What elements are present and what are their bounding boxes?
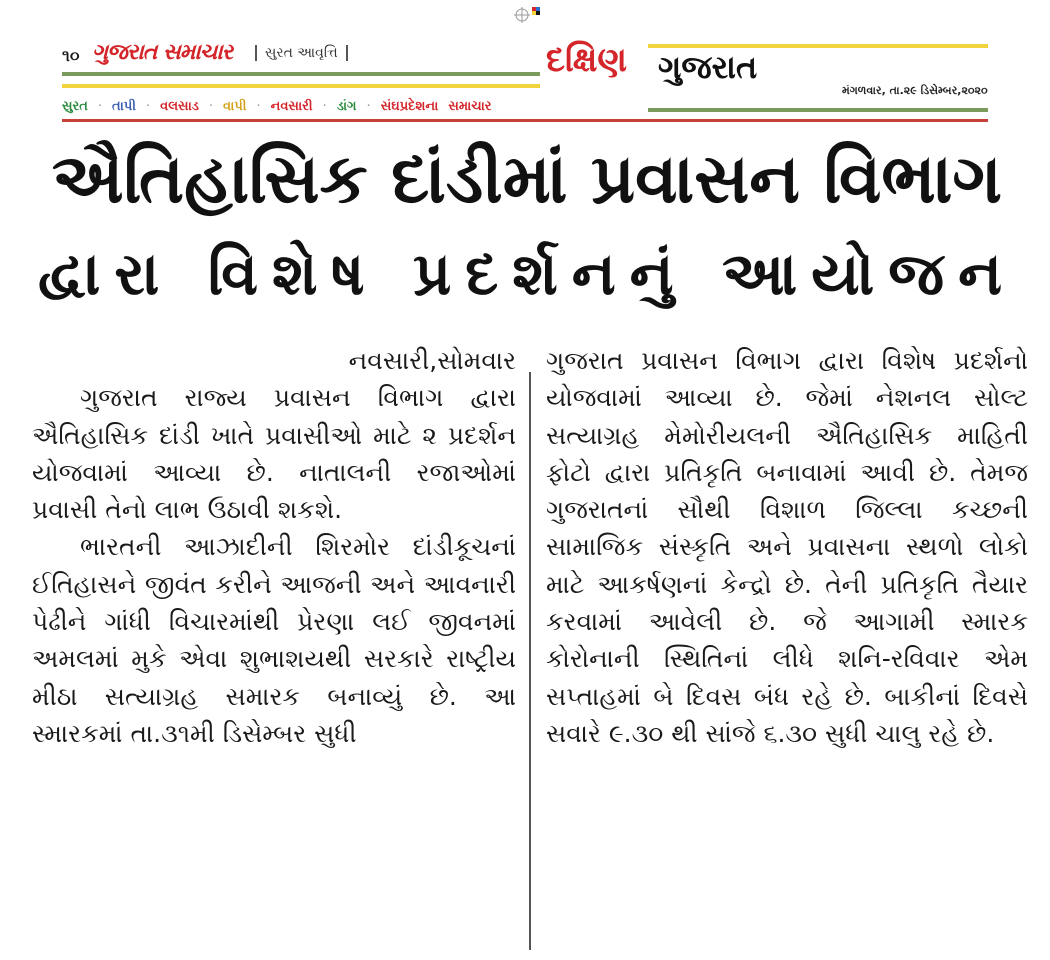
masthead-rule-yellow bbox=[62, 84, 540, 88]
headline-line-1: ઐતિહાસિક દાંડીમાં પ્રવાસન વિભાગ bbox=[51, 140, 1003, 219]
nav-separator: · bbox=[366, 98, 371, 114]
nav-rule-red bbox=[62, 119, 988, 122]
issue-date: મંગળવાર, તા.૨૯ ડિસેમ્બર,૨૦૨૦ bbox=[842, 84, 988, 97]
headline-line-2: દ્વારા વિશેષ પ્રદર્શનનું આયોજન bbox=[37, 239, 1017, 308]
registration-mark-icon bbox=[511, 4, 541, 26]
section-rule-green bbox=[648, 108, 988, 112]
nav-separator: · bbox=[145, 98, 151, 114]
masthead-rule-green bbox=[62, 72, 540, 76]
section-title-prefix: દક્ષિણ bbox=[546, 40, 628, 80]
paragraph-1: ગુજરાત રાજ્ય પ્રવાસન વિભાગ દ્વારા ઐતિહાસિક દાંડી ખાતે પ્રવાસીઓ માટે ૨ પ્રદર્શન યોજવામાં આવ્યા છે. નાતાલની રજાઓમાં પ્રવાસી તેનો લાભ ઉઠાવી શકશે. bbox=[32, 383, 516, 525]
newspaper-logo: ગુજરાત સમાચાર bbox=[92, 40, 232, 65]
nav-item-samachar: સમાચાર bbox=[448, 98, 492, 114]
nav-separator: · bbox=[322, 98, 327, 114]
column-divider bbox=[529, 372, 531, 950]
article-column-left bbox=[32, 342, 516, 752]
nav-item-tapi: તાપી bbox=[112, 98, 136, 114]
dateline: નવસારી,સોમવાર bbox=[348, 346, 516, 375]
region-nav bbox=[62, 96, 502, 116]
nav-item-dang: ડાંગ bbox=[336, 98, 357, 114]
nav-item-surat: સુરત bbox=[62, 98, 88, 114]
paragraph-2: ભારતની આઝાદીની શિરમોર દાંડીકૂચનાં ઈતિહાસને જીવંત કરીને આજની અને આવનારી પેઢીને ગાંધી વિચારમાંથી પ્રેરણા લઈ જીવનમાં અમલમાં મુકે એવા શુભાશયથી સરકારે રાષ્ટ્રીય મીઠા સત્યાગ્રહ સમારક બનાવ્યું છે. આ સ્મારકમાં તા.૩૧મી ડિસેમ્બર સુધી bbox=[32, 532, 516, 748]
nav-item-valsad: વલસાડ bbox=[160, 98, 199, 114]
nav-separator: · bbox=[97, 98, 103, 114]
edition-label: સુરત આવૃત્તિ bbox=[255, 45, 348, 61]
paragraph-3: ગુજરાત પ્રવાસન વિભાગ દ્વારા વિશેષ પ્રદર્શનો યોજવામાં આવ્યા છે. જેમાં નેશનલ સોલ્ટ સત્યાગ્રહ મેમોરીયલની ઐતિહાસિક માહિતી ફોટો દ્વારા પ્રતિકૃતિ બનાવામાં આવી છે. તેમજ ગુજરાતનાં સૌથી વિશાળ જિલ્લા કચ્છની સામાજિક સંસ્કૃતિ અને પ્રવાસના સ્થળો લોકો માટે આકર્ષણનાં કેન્દ્રો છે. તેની પ્રતિકૃતિ તૈયાર કરવામાં આવેલી છે. જે આગામી સ્મારક કોરોનાની સ્થિતિનાં લીધે શનિ-રવિવાર એમ સપ્તાહમાં બે દિવસ બંધ રહે છે. બાકીનાં દિવસે સવારે ૯.૩૦ થી સાંજે ૬.૩૦ સુધી ચાલુ રહે છે. bbox=[546, 346, 1028, 748]
article-column-right bbox=[546, 342, 1028, 752]
page-number: ૧૦ bbox=[62, 46, 80, 65]
nav-separator: · bbox=[256, 98, 261, 114]
nav-item-navsari: નવસારી bbox=[270, 98, 313, 114]
section-title: ગુજરાત bbox=[658, 48, 758, 86]
nav-item-vapi: વાપી bbox=[223, 98, 247, 114]
nav-separator: · bbox=[208, 98, 214, 114]
nav-item-sanghpradesh: સંઘપ્રદેશના bbox=[380, 98, 439, 114]
